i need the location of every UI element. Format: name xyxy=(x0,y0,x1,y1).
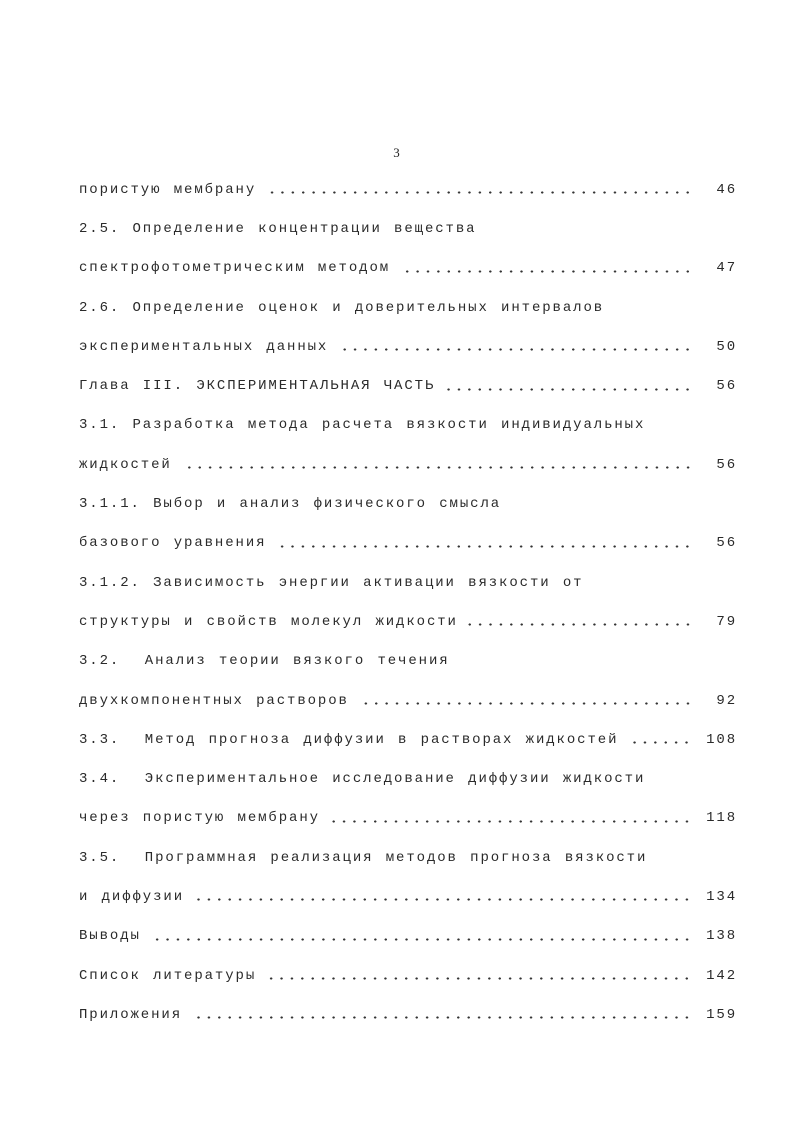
toc-entry xyxy=(79,445,737,484)
dot-leader xyxy=(151,938,692,941)
dot-leader xyxy=(400,270,693,273)
dot-leader xyxy=(276,545,693,548)
toc-entry-page: 50 xyxy=(716,338,737,355)
toc-entry-title: Список литературы xyxy=(79,967,257,984)
toc-entry-title: 3.3. Метод прогноза диффузии в растворах жидкостей xyxy=(79,731,619,748)
toc-entry xyxy=(79,406,737,445)
dot-leader xyxy=(266,191,693,194)
toc-entry-title: Глава III. ЭКСПЕРИМЕНТАЛЬНАЯ ЧАСТЬ xyxy=(79,378,436,395)
dot-leader xyxy=(338,348,693,351)
toc-entry xyxy=(79,720,737,759)
toc-entry-title: Выводы xyxy=(79,928,141,945)
dot-leader xyxy=(359,702,693,705)
dot-leader xyxy=(192,1016,692,1019)
toc-entry-title: 3.1.1. Выбор и анализ физического смысла xyxy=(79,496,502,513)
toc-entry-title: структуры и свойств молекул жидкости xyxy=(79,613,458,630)
toc-entry-page: 108 xyxy=(706,731,737,748)
dot-leader xyxy=(330,820,692,823)
toc-entry-title: 3.2. Анализ теории вязкого течения xyxy=(79,653,450,670)
toc-entry xyxy=(79,524,737,563)
toc-entry-title: экспериментальных данных xyxy=(79,338,329,355)
dot-leader xyxy=(445,388,693,391)
toc-entry xyxy=(79,956,737,995)
dot-leader xyxy=(194,898,692,901)
toc-entry xyxy=(79,642,737,681)
toc-entry-page: 134 xyxy=(706,888,737,905)
toc-entry-title: через пористую мембрану xyxy=(79,810,320,827)
toc-entry-title: спектрофотометрическим методом xyxy=(79,260,391,277)
toc-entry-page: 47 xyxy=(716,260,737,277)
toc-entry-page: 138 xyxy=(706,928,737,945)
toc-entry-title: 3.1. Разработка метода расчета вязкости индивидуальных xyxy=(79,417,646,434)
dot-leader xyxy=(182,466,693,469)
toc-entry xyxy=(79,681,737,720)
table-of-contents xyxy=(79,170,737,1035)
toc-entry xyxy=(79,484,737,523)
toc-entry-title: 2.6. Определение оценок и доверительных интервалов xyxy=(79,299,605,316)
toc-entry-page: 56 xyxy=(716,456,737,473)
toc-entry xyxy=(79,288,737,327)
toc-entry-title: жидкостей xyxy=(79,456,172,473)
toc-entry xyxy=(79,249,737,288)
toc-entry xyxy=(79,917,737,956)
toc-entry-page: 142 xyxy=(706,967,737,984)
toc-entry-title: Приложения xyxy=(79,1006,183,1023)
toc-entry-page: 159 xyxy=(706,1006,737,1023)
toc-entry xyxy=(79,170,737,209)
toc-entry-title: двухкомпонентных растворов xyxy=(79,692,349,709)
toc-entry-page: 118 xyxy=(706,810,737,827)
toc-entry xyxy=(79,602,737,641)
toc-entry xyxy=(79,799,737,838)
toc-entry xyxy=(79,366,737,405)
toc-entry-title: базового уравнения xyxy=(79,535,267,552)
toc-entry xyxy=(79,327,737,366)
toc-entry-title: 2.5. Определение концентрации вещества xyxy=(79,220,477,237)
dot-leader xyxy=(628,741,692,744)
toc-entry xyxy=(79,759,737,798)
dot-leader xyxy=(468,623,693,626)
dot-leader xyxy=(266,977,692,980)
toc-entry-page: 56 xyxy=(716,535,737,552)
toc-entry-title: 3.4. Экспериментальное исследование диффузии жидкости xyxy=(79,771,646,788)
toc-entry xyxy=(79,563,737,602)
toc-entry xyxy=(79,838,737,877)
page-number: 3 xyxy=(393,145,400,160)
toc-entry xyxy=(79,877,737,916)
toc-entry-title: 3.5. Программная реализация методов прогноза вязкости xyxy=(79,849,648,866)
toc-entry-page: 56 xyxy=(716,378,737,395)
toc-entry-title: пористую мембрану xyxy=(79,181,257,198)
toc-entry xyxy=(79,209,737,248)
toc-entry-page: 92 xyxy=(716,692,737,709)
toc-entry xyxy=(79,995,737,1034)
toc-entry-title: и диффузии xyxy=(79,888,185,905)
toc-entry-page: 79 xyxy=(716,613,737,630)
toc-entry-title: 3.1.2. Зависимость энергии активации вязкости от xyxy=(79,574,584,591)
toc-entry-page: 46 xyxy=(716,181,737,198)
